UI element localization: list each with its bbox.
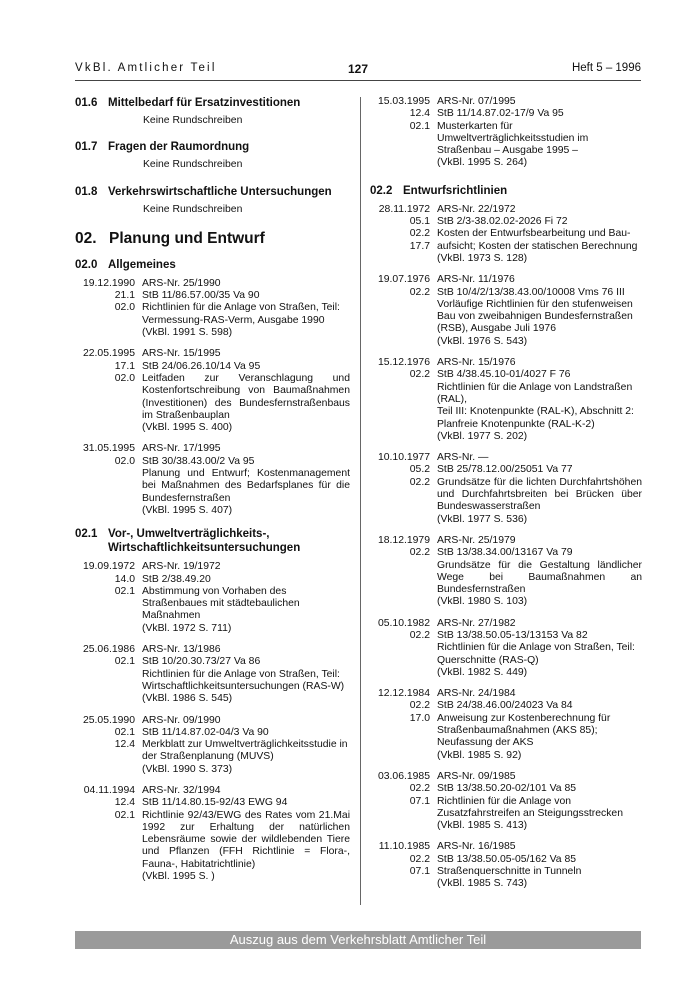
entry-key: 02.2 — [409, 783, 430, 795]
entry-text: Planung und Entwurf; Kostenmanagement bei Maßnahmen des Bedarfsplanes für die Bundesfernstraßen — [142, 468, 350, 504]
entry-text: Abstimmung von Vorhaben des Straßenbaues mit städtebaulichen Maßnahmen — [142, 585, 300, 622]
entry-key: 19.07.1976 — [377, 274, 430, 286]
entry-row — [75, 764, 350, 776]
circular-entry — [370, 204, 642, 265]
entry-text: Musterkarten für Umweltverträglichkeitsstudien im Straßenbau – Ausgabe 1995 – — [437, 120, 589, 157]
entry-key: 22.05.1995 — [82, 348, 135, 360]
entry-row — [370, 357, 642, 369]
entry-text: (VkBl. 1976 S. 543) — [437, 335, 528, 347]
circular-entry — [370, 452, 642, 526]
entry-text: ARS-Nr. 13/1986 — [142, 644, 221, 656]
entry-text: StB 2/3-38.02.02-2026 Fi 72 — [437, 216, 568, 228]
entry-row — [75, 361, 350, 373]
entry-row — [370, 369, 642, 381]
entry-key — [75, 327, 142, 339]
entry-key: 28.11.1972 — [378, 203, 430, 215]
entry-text: StB 24/38.46.00/24023 Va 84 — [437, 700, 573, 712]
entry-row — [370, 618, 642, 630]
circular-entry — [75, 785, 350, 883]
entry-key — [370, 878, 437, 890]
entry-key — [75, 505, 142, 517]
entry-text: Kosten der Entwurfsbearbeitung und Bau- — [437, 228, 631, 240]
entry-text: (VkBl. 1995 S. 264) — [437, 157, 528, 169]
entry-key — [75, 764, 142, 776]
entry-key: 10.10.1977 — [377, 452, 430, 464]
entry-key — [370, 431, 437, 443]
entry-row — [370, 560, 642, 597]
entry-key: 07.1 — [409, 795, 430, 807]
section-title: Allgemeines — [108, 258, 176, 271]
entry-text: StB 11/86.57.00/35 Va 90 — [142, 290, 260, 302]
entry-text: (VkBl. 1995 S. ) — [142, 871, 215, 883]
entry-text: (VkBl. 1995 S. 407) — [142, 504, 233, 516]
entry-text: Richtlinie 92/43/EWG des Rates vom 21.Mai 1992 zur Erhaltung der natürlichen Lebensräume sowie der wildlebenden Tiere und Pflanzen (FFH Richtlinie = Flora-, Fauna-, Habitatrichtlinie) — [142, 809, 350, 870]
entry-text: StB 13/38.50.05-05/162 Va 85 — [437, 853, 577, 865]
entry-text: Straßenquerschnitte in Tunneln — [437, 866, 582, 878]
section-number: 02.0 — [75, 258, 98, 271]
entry-key: 12.4 — [114, 797, 135, 809]
entry-text: Richtlinien für die Anlage von Landstraßen (RAL), — [437, 381, 633, 405]
entry-text: Richtlinien für die Anlage von Straßen, Teil: Querschnitte (RAS-Q) — [437, 642, 635, 666]
entry-key: 05.10.1982 — [377, 617, 430, 629]
entry-row — [75, 505, 350, 517]
page-number: 127 — [347, 62, 369, 76]
entry-row — [75, 456, 350, 468]
entry-text: ARS-Nr. 27/1982 — [437, 617, 516, 629]
entry-row — [75, 785, 350, 797]
section-title: Entwurfsrichtlinien — [403, 184, 508, 197]
entry-row — [370, 596, 642, 608]
entry-key: 15.12.1976 — [377, 357, 430, 369]
section-number: 01.8 — [75, 185, 98, 198]
section-heading — [75, 527, 350, 555]
entry-row — [370, 336, 642, 348]
entry-key: 31.05.1995 — [82, 443, 135, 455]
entry-key: 05.1 — [409, 216, 430, 228]
entry-key — [370, 514, 437, 526]
entry-text: ARS-Nr. 16/1985 — [437, 841, 516, 853]
entry-row — [75, 327, 350, 339]
entry-row — [370, 713, 642, 750]
entry-text: (VkBl. 1972 S. 711) — [142, 622, 232, 634]
entry-key: 12.4 — [114, 739, 135, 751]
entry-row — [370, 866, 642, 878]
circular-entry — [370, 357, 642, 443]
circular-entry — [370, 618, 642, 679]
entry-key: 02.2 — [409, 286, 430, 298]
section-title: Fragen der Raumordnung — [108, 141, 250, 154]
entry-key: 15.03.1995 — [377, 96, 430, 107]
entry-row — [75, 302, 350, 327]
entry-row — [370, 157, 642, 169]
section-heading — [75, 258, 350, 272]
entry-key: 02.2 — [409, 547, 430, 559]
entry-key: 02.2 — [409, 369, 430, 381]
entry-key: 18.12.1979 — [377, 534, 430, 546]
section-title: Vor-, Umweltverträglichkeits-, Wirtschaftlichkeitsuntersuchungen — [108, 528, 301, 555]
entry-row — [370, 452, 642, 464]
header-rule — [75, 80, 641, 81]
entry-key: 02.2 — [409, 700, 430, 712]
circular-entry — [370, 771, 642, 832]
section-number: 02.2 — [370, 184, 393, 197]
entry-key — [370, 667, 437, 679]
entry-row — [75, 715, 350, 727]
entry-row — [75, 586, 350, 623]
circular-entry — [75, 348, 350, 434]
entry-row — [370, 121, 642, 158]
entry-text: StB 10/20.30.73/27 Va 86 — [142, 656, 261, 668]
entry-text: Grundsätze für die lichten Durchfahrtshöhen und Durchfahrtsbreiten bei Brücken über Bundeswasserstraßen — [437, 476, 642, 513]
section-note: Keine Rundschreiben — [143, 115, 243, 126]
entry-text: (VkBl. 1985 S. 413) — [437, 820, 528, 832]
entry-key: 02.1 — [114, 809, 135, 821]
entry-text: ARS-Nr. 15/1995 — [142, 348, 221, 360]
entry-row — [75, 739, 350, 764]
entry-text: (VkBl. 1977 S. 202) — [437, 430, 528, 442]
entry-row — [75, 727, 350, 739]
entry-text: Anweisung zur Kostenberechnung für Straßenbaumaßnahmen (AKS 85); Neufassung der AKS — [437, 712, 611, 749]
entry-key: 02.2 — [409, 629, 430, 641]
entry-row — [370, 854, 642, 866]
entry-row — [370, 253, 642, 265]
entry-row — [370, 431, 642, 443]
section-heading — [75, 140, 350, 154]
entry-key: 07.1 — [409, 866, 430, 878]
circular-entry — [370, 535, 642, 609]
entry-key: 02.0 — [114, 302, 135, 314]
footer-banner: Auszug aus dem Verkehrsblatt Amtlicher Teil — [75, 931, 641, 949]
section-note: Keine Rundschreiben — [143, 203, 243, 215]
entry-text: ARS-Nr. — — [437, 452, 489, 464]
entry-row — [370, 841, 642, 853]
entry-text: Grundsätze für die Gestaltung ländlicher Wege bei Baumaßnahmen an Bundesfernstraßen — [437, 559, 642, 596]
entry-key: 14.0 — [114, 573, 135, 585]
entry-row — [75, 810, 350, 871]
entry-row — [75, 422, 350, 434]
entry-row — [370, 750, 642, 762]
entry-text: StB 13/38.34.00/13167 Va 79 — [437, 547, 573, 559]
entry-row — [370, 406, 642, 431]
entry-text: (VkBl. 1991 S. 598) — [142, 327, 233, 339]
entry-key — [370, 382, 437, 407]
entry-key — [75, 693, 142, 705]
entry-text: StB 13/38.50.05-13/13153 Va 82 — [437, 629, 588, 641]
entry-text: ARS-Nr. 17/1995 — [142, 443, 221, 455]
entry-key — [75, 468, 142, 505]
entry-text: (VkBl. 1980 S. 103) — [437, 596, 528, 608]
entry-row — [75, 669, 350, 694]
entry-text: StB 10/4/2/13/38.43.00/10008 Vms 76 III Vorläufige Richtlinien für den stufenweisen Bau von zweibahnigen Bundesfernstraßen (RSB), Ausgabe Juli 1976 — [437, 286, 633, 335]
entry-row — [370, 216, 642, 228]
entry-text: Teil III: Knotenpunkte (RAL-K), Abschnitt 2: Planfreie Knotenpunkte (RAL-K-2) — [437, 406, 634, 430]
entry-key — [370, 642, 437, 667]
entry-key: 17.0 — [409, 712, 430, 724]
section-note: Keine Rundschreiben — [143, 159, 243, 171]
section-title: Mittelbedarf für Ersatzinvestitionen — [108, 97, 301, 109]
column-divider — [360, 97, 361, 905]
entry-key: 05.2 — [409, 464, 430, 476]
entry-row — [75, 373, 350, 422]
entry-row — [370, 547, 642, 559]
entry-key: 02.1 — [409, 120, 430, 132]
entry-text: (VkBl. 1990 S. 373) — [142, 763, 233, 775]
journal-title: VkBl. Amtlicher Teil — [75, 62, 217, 74]
circular-entry — [75, 278, 350, 339]
entry-text: (VkBl. 1985 S. 743) — [437, 878, 528, 890]
entry-row — [370, 228, 642, 240]
entry-key: 11.10.1985 — [378, 841, 430, 853]
entry-text: StB 11/14.80.15-92/43 EWG 94 — [142, 797, 288, 809]
circular-entry — [370, 274, 642, 348]
entry-text: Richtlinien für die Anlage von Zusatzfahrstreifen an Steigungsstrecken — [437, 795, 623, 819]
entry-key — [75, 669, 142, 694]
entry-key — [370, 750, 437, 762]
entry-text: (VkBl. 1986 S. 545) — [142, 693, 233, 705]
entry-row — [75, 797, 350, 809]
entry-key: 17.7 — [409, 240, 430, 252]
entry-key: 02.1 — [114, 656, 135, 668]
entry-key: 25.05.1990 — [82, 714, 135, 726]
entry-key: 19.09.1972 — [82, 561, 135, 573]
entry-row — [75, 574, 350, 586]
entry-text: StB 2/38.49.20 — [142, 573, 211, 585]
entry-key: 12.4 — [409, 108, 430, 120]
entry-row — [370, 796, 642, 821]
entry-key — [370, 157, 437, 169]
entry-row — [75, 871, 350, 883]
entry-key: 25.06.1986 — [82, 644, 135, 656]
chapter-number: 02. — [75, 229, 97, 247]
entry-row — [370, 878, 642, 890]
entry-text: ARS-Nr. 07/1995 — [437, 96, 516, 107]
entry-key — [370, 253, 437, 265]
entry-text: ARS-Nr. 09/1985 — [437, 770, 516, 782]
section-number: 01.6 — [75, 97, 98, 109]
entry-text: ARS-Nr. 22/1972 — [437, 203, 516, 215]
entry-text: Leitfaden zur Veranschlagung und Kostenfortschreibung von Baumaßnahmen (Investitionen) des Bundesfernstraßenbaus im Straßenbauplan — [142, 372, 350, 421]
entry-text: Richtlinien für die Anlage von Straßen, Teil: Vermessung-RAS-Verm, Ausgabe 1990 — [142, 302, 340, 326]
entry-row — [370, 642, 642, 667]
entry-text: ARS-Nr. 11/1976 — [437, 274, 515, 286]
entry-text: ARS-Nr. 19/1972 — [142, 561, 221, 573]
section-title: Verkehrswirtschaftliche Untersuchungen — [108, 185, 332, 198]
left-column — [75, 96, 350, 892]
entry-key: 19.12.1990 — [82, 277, 135, 289]
entry-row — [75, 468, 350, 505]
section-number: 01.7 — [75, 141, 98, 154]
issue-label: Heft 5 – 1996 — [571, 62, 641, 74]
entry-key: 02.0 — [114, 455, 135, 467]
circular-entry — [370, 688, 642, 762]
page-header — [75, 62, 641, 78]
entry-key — [75, 623, 142, 635]
entry-text: (VkBl. 1977 S. 536) — [437, 513, 528, 525]
entry-row — [370, 535, 642, 547]
entry-row — [370, 241, 642, 253]
section-heading — [75, 185, 350, 199]
entry-text: StB 11/14.87.02-17/9 Va 95 — [437, 108, 564, 120]
entry-text: Merkblatt zur Umweltverträglichkeitsstudie in der Straßenplanung (MUVS) — [142, 739, 348, 763]
entry-key — [370, 596, 437, 608]
entry-key: 02.1 — [114, 585, 135, 597]
circular-entry — [75, 561, 350, 635]
entry-text: (VkBl. 1985 S. 92) — [437, 749, 522, 761]
entry-text: StB 11/14.87.02-04/3 Va 90 — [142, 726, 269, 738]
entry-row — [370, 771, 642, 783]
entry-key: 21.1 — [114, 290, 135, 302]
entry-key — [370, 406, 437, 431]
entry-text: (VkBl. 1982 S. 449) — [437, 666, 528, 678]
entry-row — [75, 656, 350, 668]
entry-text: StB 30/38.43.00/2 Va 95 — [142, 455, 255, 467]
entry-text: ARS-Nr. 25/1990 — [142, 277, 221, 289]
entry-key: 04.11.1994 — [83, 784, 135, 796]
entry-row — [75, 348, 350, 360]
entry-row — [370, 783, 642, 795]
entry-key — [370, 336, 437, 348]
entry-row — [370, 287, 642, 336]
entry-row — [370, 477, 642, 514]
chapter-title: Planung und Entwurf — [109, 229, 265, 247]
entry-row — [75, 278, 350, 290]
right-column — [370, 96, 642, 900]
entry-row — [370, 630, 642, 642]
entry-text: StB 24/06.26.10/14 Va 95 — [142, 360, 261, 372]
section-heading — [75, 96, 350, 110]
entry-row — [370, 274, 642, 286]
circular-entry — [370, 841, 642, 890]
circular-entry — [370, 96, 642, 170]
entry-row — [370, 108, 642, 120]
entry-row — [75, 561, 350, 573]
entry-row — [370, 514, 642, 526]
entry-key: 02.0 — [114, 372, 135, 384]
entry-key — [75, 871, 142, 883]
entry-row — [370, 688, 642, 700]
entry-text: ARS-Nr. 24/1984 — [437, 688, 516, 700]
entry-text: (VkBl. 1995 S. 400) — [142, 422, 233, 434]
circular-entry — [75, 443, 350, 517]
entry-text: aufsicht; Kosten der statischen Berechnung — [437, 240, 638, 252]
entry-row — [370, 464, 642, 476]
entry-row — [370, 382, 642, 407]
entry-text: ARS-Nr. 32/1994 — [142, 784, 221, 796]
entry-row — [370, 820, 642, 832]
entry-row — [370, 204, 642, 216]
entry-row — [370, 96, 642, 108]
entry-row — [75, 644, 350, 656]
entry-text: StB 13/38.50.20-02/101 Va 85 — [437, 783, 577, 795]
entry-key: 02.2 — [409, 476, 430, 488]
entry-key — [370, 820, 437, 832]
section-number: 02.1 — [75, 528, 98, 541]
entry-row — [75, 290, 350, 302]
entry-text: (VkBl. 1973 S. 128) — [437, 252, 528, 264]
entry-text: StB 4/38.45.10-01/4027 F 76 — [437, 369, 571, 381]
entry-key: 02.1 — [114, 726, 135, 738]
entry-key: 02.2 — [409, 228, 430, 240]
circular-entry — [75, 644, 350, 705]
entry-text: ARS-Nr. 25/1979 — [437, 534, 516, 546]
chapter-heading — [75, 230, 350, 248]
entry-row — [370, 667, 642, 679]
entry-row — [75, 693, 350, 705]
section-heading — [370, 184, 642, 198]
entry-text: ARS-Nr. 09/1990 — [142, 714, 221, 726]
entry-text: ARS-Nr. 15/1976 — [437, 357, 516, 369]
entry-key: 17.1 — [114, 360, 135, 372]
entry-text: StB 25/78.12.00/25051 Va 77 — [437, 464, 573, 476]
entry-row — [75, 623, 350, 635]
entry-key — [75, 422, 142, 434]
entry-text: Richtlinien für die Anlage von Straßen, Teil: Wirtschaftlichkeitsuntersuchungen (RAS-W) — [142, 668, 345, 692]
entry-key — [370, 560, 437, 597]
entry-key: 02.2 — [409, 853, 430, 865]
entry-row — [370, 700, 642, 712]
circular-entry — [75, 715, 350, 776]
entry-key: 03.06.1985 — [377, 770, 430, 782]
entry-row — [75, 443, 350, 455]
entry-key: 12.12.1984 — [377, 688, 430, 700]
